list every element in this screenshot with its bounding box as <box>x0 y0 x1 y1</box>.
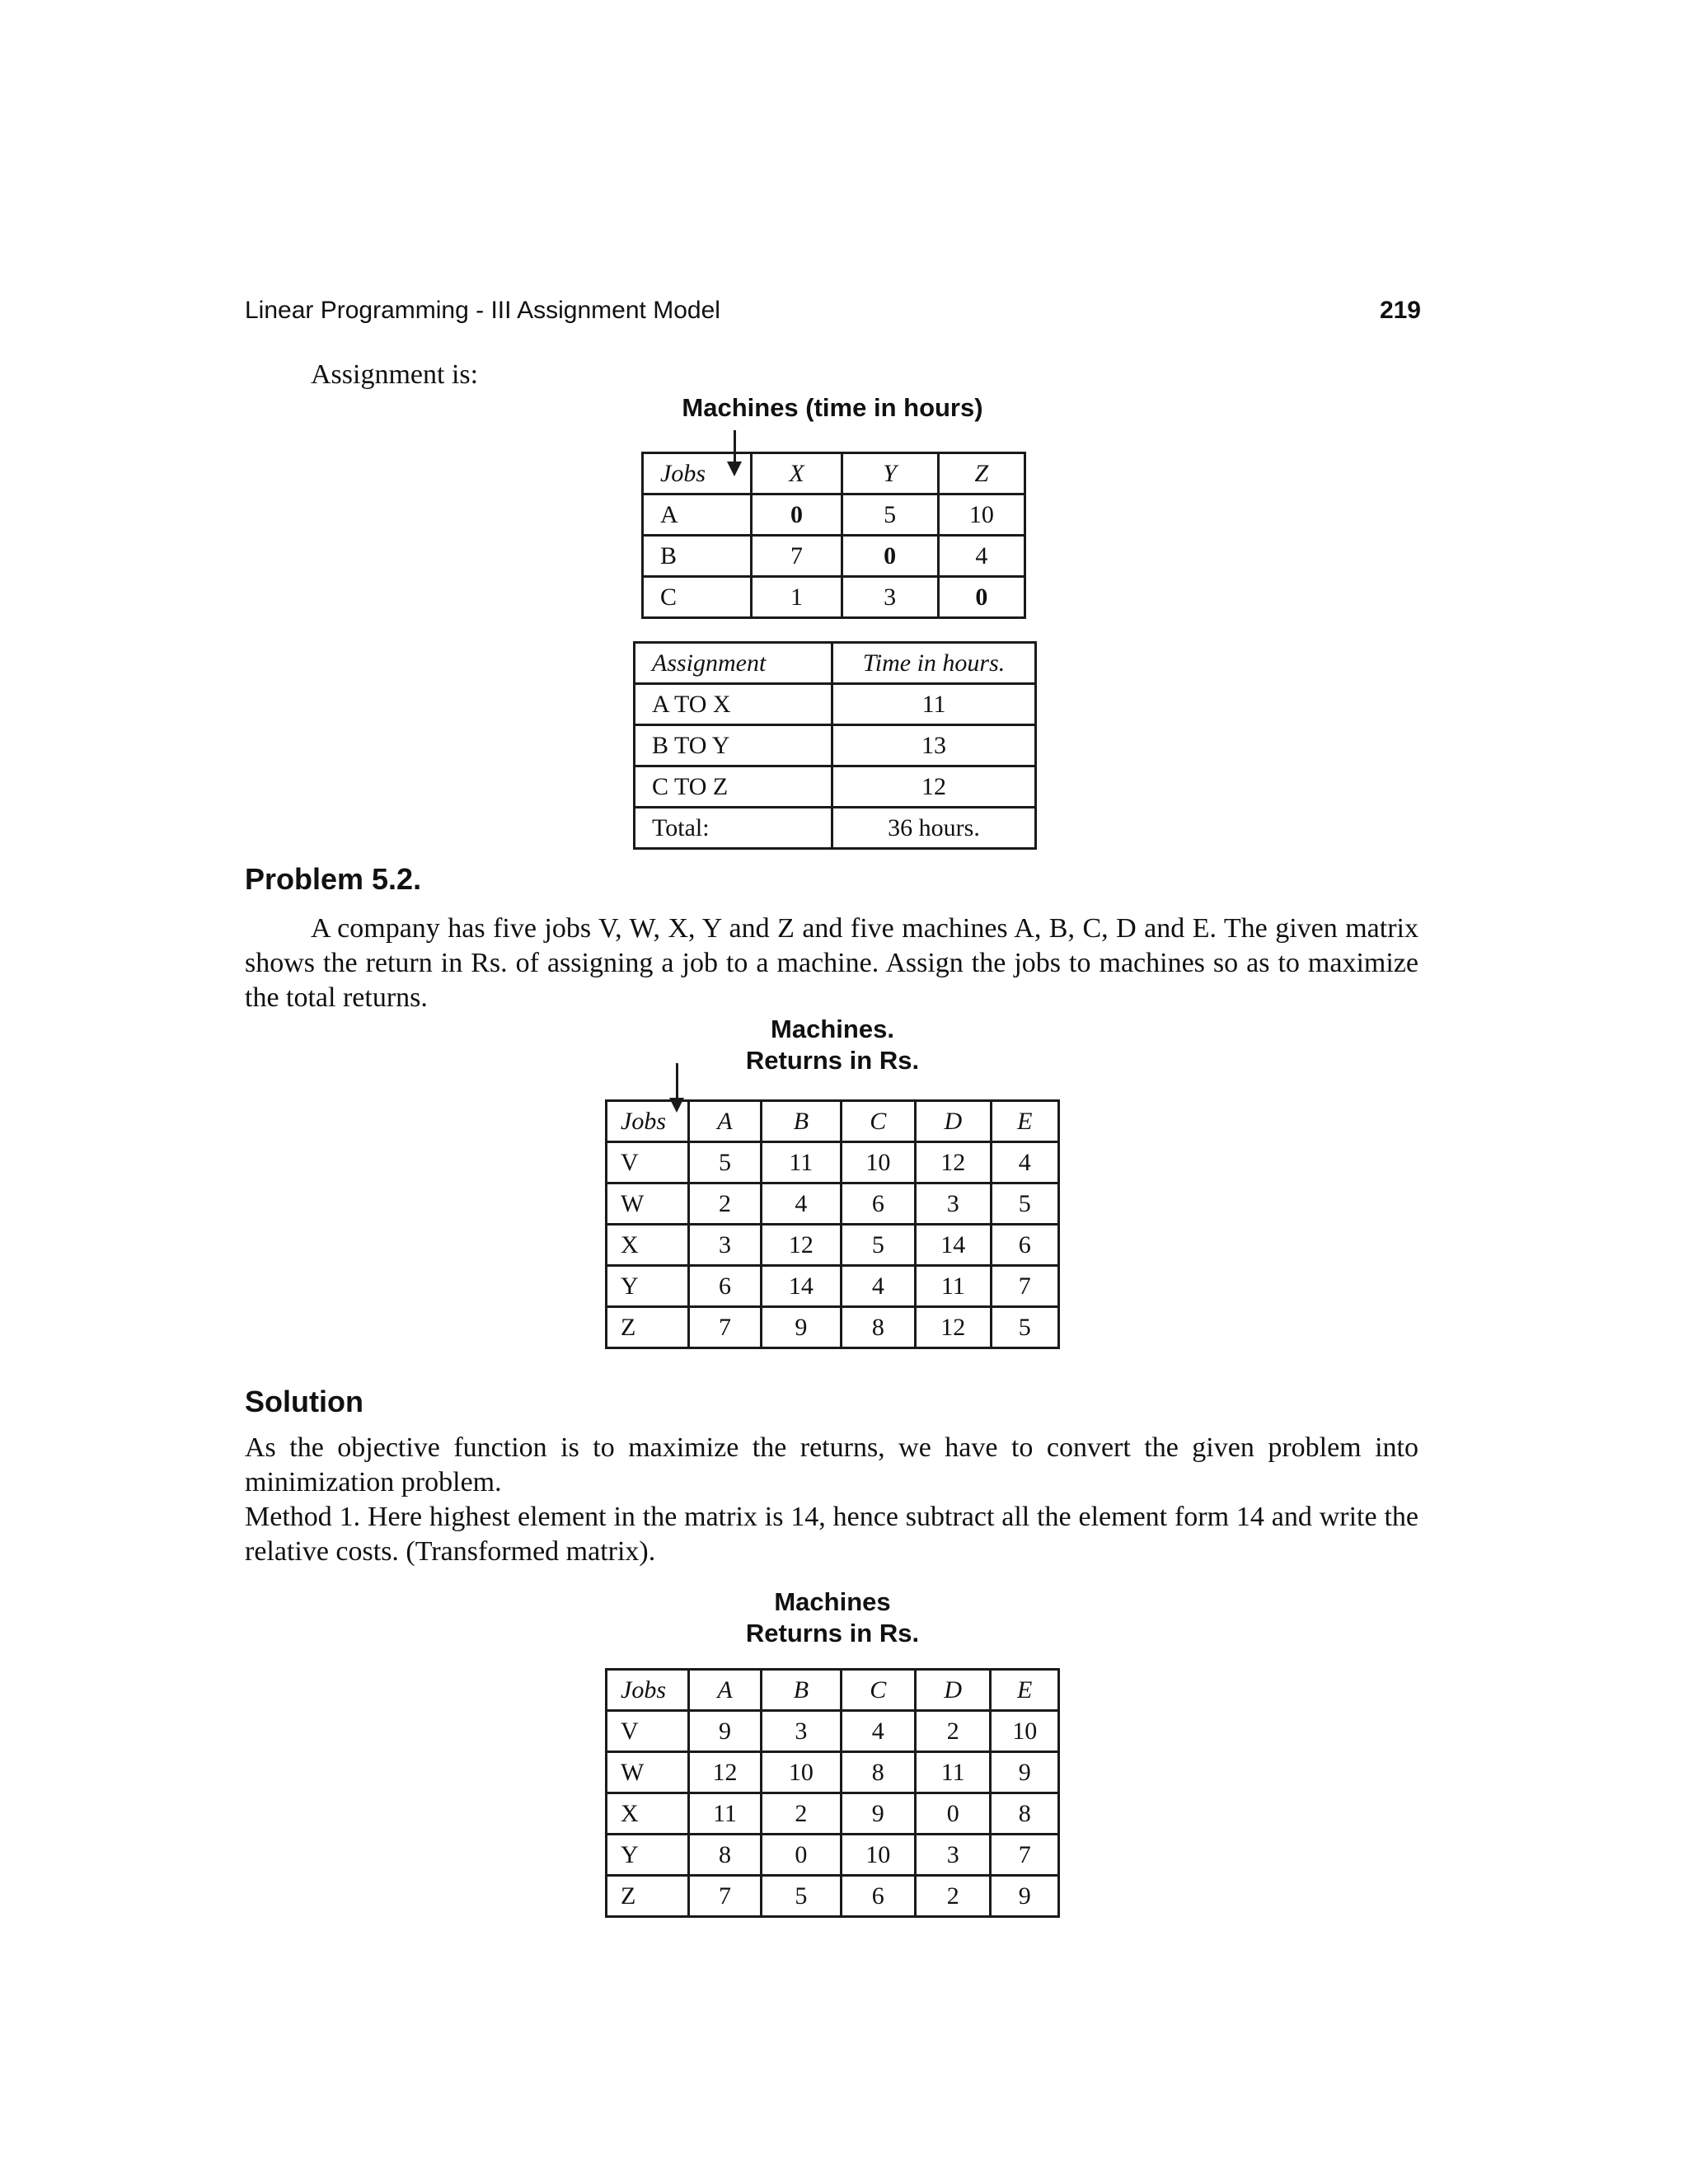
table-cell: 7 <box>688 1307 761 1348</box>
table-cell: 5 <box>842 494 938 536</box>
table-cell: A <box>643 494 752 536</box>
table-cell: 3 <box>916 1183 991 1225</box>
table-cell: V <box>607 1142 689 1183</box>
table-cell: 2 <box>916 1876 991 1917</box>
assignment-time-table <box>633 641 1037 850</box>
table-cell: 11 <box>688 1793 761 1835</box>
table-cell: 3 <box>916 1835 991 1876</box>
table-row <box>643 494 1025 536</box>
table-cell: 9 <box>991 1752 1059 1793</box>
table3-caption-line2: Returns in Rs. <box>745 1046 920 1075</box>
assignment-intro: Assignment is: <box>311 359 479 390</box>
table-cell: 11 <box>916 1752 991 1793</box>
table-cell: 12 <box>916 1307 991 1348</box>
table3-header-jobs: Jobs <box>607 1101 689 1142</box>
table-cell: 14 <box>916 1225 991 1266</box>
table-row <box>607 1142 1059 1183</box>
table3-caption-line1: Machines. <box>771 1015 894 1043</box>
table2-header-assignment: Assignment <box>635 643 832 684</box>
table-cell: 0 <box>938 577 1025 618</box>
table-cell: B <box>643 536 752 577</box>
table-cell: 9 <box>762 1307 841 1348</box>
table1-caption: Machines (time in hours) <box>682 393 983 422</box>
table-cell: A TO X <box>635 684 832 725</box>
table-row <box>607 1266 1059 1307</box>
table-cell: 6 <box>841 1183 915 1225</box>
table-cell: 10 <box>841 1142 915 1183</box>
table4-header-b: B <box>762 1670 841 1711</box>
table-row <box>607 1225 1059 1266</box>
solution-para1: As the objective function is to maximize the returns, we have to convert the given problem into minimization problem. <box>245 1432 1418 1497</box>
table-cell: 4 <box>991 1142 1058 1183</box>
table-cell: 5 <box>762 1876 841 1917</box>
table-cell: 2 <box>762 1793 841 1835</box>
table4-caption-line1: Machines <box>774 1587 891 1616</box>
machines-time-table <box>641 452 1026 619</box>
table-cell: 7 <box>991 1266 1058 1307</box>
table3-header-c: C <box>841 1101 915 1142</box>
table-cell: 8 <box>841 1752 915 1793</box>
table-cell: 2 <box>688 1183 761 1225</box>
table4-caption-line2: Returns in Rs. <box>745 1619 920 1647</box>
table-cell: 4 <box>762 1183 841 1225</box>
solution-heading: Solution <box>245 1385 363 1418</box>
table-row <box>643 577 1025 618</box>
table-cell: 8 <box>841 1307 915 1348</box>
table-row <box>635 766 1036 808</box>
running-header-title: Linear Programming - III Assignment Model <box>245 297 720 324</box>
table-cell: 10 <box>762 1752 841 1793</box>
table-cell: 11 <box>916 1266 991 1307</box>
table-cell: C <box>643 577 752 618</box>
table-cell: C TO Z <box>635 766 832 808</box>
table1-header-z: Z <box>938 453 1025 494</box>
table-cell: 0 <box>752 494 842 536</box>
table-cell: 9 <box>841 1793 915 1835</box>
table-cell: 7 <box>752 536 842 577</box>
table-cell: W <box>607 1183 689 1225</box>
transformed-matrix-table <box>605 1668 1060 1918</box>
table-cell: 7 <box>991 1835 1059 1876</box>
table-cell: 12 <box>916 1142 991 1183</box>
table-row <box>607 1793 1059 1835</box>
table1-header-x: X <box>752 453 842 494</box>
solution-para2: Method 1. Here highest element in the matrix is 14, hence subtract all the element form 14 and write the relative costs. (Transformed matrix). <box>245 1502 1418 1567</box>
table4-header-jobs: Jobs <box>607 1670 689 1711</box>
table-cell: 0 <box>916 1793 991 1835</box>
table-cell: 0 <box>762 1835 841 1876</box>
table-row <box>607 1183 1059 1225</box>
table2-header-time: Time in hours. <box>832 643 1036 684</box>
table-cell: Total: <box>635 808 832 849</box>
table-cell: B TO Y <box>635 725 832 766</box>
table-row <box>635 808 1036 849</box>
table3-header-d: D <box>916 1101 991 1142</box>
table-cell: 3 <box>842 577 938 618</box>
table-cell: 13 <box>832 725 1036 766</box>
table3-header-e: E <box>991 1101 1058 1142</box>
table4-header-d: D <box>916 1670 991 1711</box>
table-cell: 10 <box>991 1711 1059 1752</box>
table-cell: V <box>607 1711 689 1752</box>
table-cell: 6 <box>688 1266 761 1307</box>
table-row <box>607 1835 1059 1876</box>
table-cell: 5 <box>991 1307 1058 1348</box>
table-row <box>607 1307 1059 1348</box>
table-row <box>643 536 1025 577</box>
table-cell: 11 <box>832 684 1036 725</box>
table-cell: 6 <box>841 1876 915 1917</box>
table-cell: 11 <box>762 1142 841 1183</box>
table-cell: 12 <box>762 1225 841 1266</box>
table-cell: X <box>607 1793 689 1835</box>
table3-arrow-line <box>676 1063 678 1099</box>
table-cell: 3 <box>688 1225 761 1266</box>
table-cell: 14 <box>762 1266 841 1307</box>
table-cell: 4 <box>841 1711 915 1752</box>
table-row <box>607 1752 1059 1793</box>
table-row <box>607 1711 1059 1752</box>
table-cell: X <box>607 1225 689 1266</box>
returns-table <box>605 1099 1060 1349</box>
table-cell: 5 <box>991 1183 1058 1225</box>
table4-header-e: E <box>991 1670 1059 1711</box>
table4-header-c: C <box>841 1670 915 1711</box>
table-cell: 1 <box>752 577 842 618</box>
table3-header-b: B <box>762 1101 841 1142</box>
table-cell: 12 <box>688 1752 761 1793</box>
table-cell: 8 <box>688 1835 761 1876</box>
table-cell: Y <box>607 1835 689 1876</box>
table-cell: 9 <box>991 1876 1059 1917</box>
table-cell: Z <box>607 1307 689 1348</box>
table-cell: Z <box>607 1876 689 1917</box>
table-cell: 0 <box>842 536 938 577</box>
table1-header-jobs: Jobs <box>643 453 752 494</box>
table-cell: 2 <box>916 1711 991 1752</box>
table-row <box>635 684 1036 725</box>
problem-text: A company has five jobs V, W, X, Y and Z and five machines A, B, C, D and E. The given matrix shows the return in Rs. of assigning a job to a machine. Assign the jobs to machines so as to maximize the total returns. <box>245 913 1418 1013</box>
table-cell: 4 <box>841 1266 915 1307</box>
table-cell: 10 <box>938 494 1025 536</box>
table1-header-y: Y <box>842 453 938 494</box>
table-row <box>635 725 1036 766</box>
table-cell: 36 hours. <box>832 808 1036 849</box>
table-cell: Y <box>607 1266 689 1307</box>
table-cell: 7 <box>688 1876 761 1917</box>
table-cell: 5 <box>688 1142 761 1183</box>
table-row <box>607 1876 1059 1917</box>
table-cell: 4 <box>938 536 1025 577</box>
problem-heading: Problem 5.2. <box>245 862 422 896</box>
table-cell: 3 <box>762 1711 841 1752</box>
table4-header-a: A <box>688 1670 761 1711</box>
table-cell: 9 <box>688 1711 761 1752</box>
table3-header-a: A <box>688 1101 761 1142</box>
table-cell: 8 <box>991 1793 1059 1835</box>
table-cell: 10 <box>841 1835 915 1876</box>
table-cell: W <box>607 1752 689 1793</box>
page-number: 219 <box>1379 297 1421 324</box>
table-cell: 6 <box>991 1225 1058 1266</box>
table-cell: 12 <box>832 766 1036 808</box>
table-cell: 5 <box>841 1225 915 1266</box>
